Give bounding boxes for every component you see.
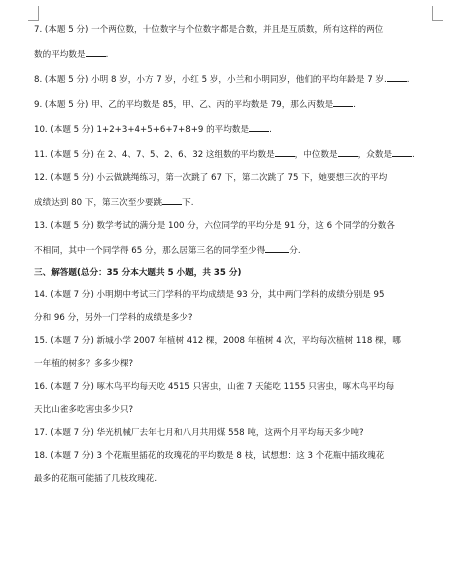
document-page [34, 24, 448, 485]
question-8-text: 8. (本题 5 分) 小明 8 岁，小方 7 岁，小红 5 岁，小兰和小明同岁，他们的平均年龄是 7 岁. [34, 75, 387, 85]
answer-blank-mean[interactable] [275, 147, 295, 157]
question-7-line-2 [34, 47, 448, 61]
question-13-text: 不相同，其中一个同学得 65 分，那么居第三名的同学至少得 [34, 246, 266, 256]
answer-blank-median[interactable] [338, 147, 358, 157]
question-8 [34, 72, 448, 86]
punctuation: . [406, 75, 410, 85]
answer-blank[interactable] [333, 97, 353, 107]
question-7-text: 数的平均数是 [34, 50, 86, 60]
question-11-text: 11. (本题 5 分) 在 2、4、7、5、2、6、32 这组数的平均数是 [34, 150, 275, 160]
answer-blank[interactable] [249, 122, 269, 132]
answer-blank[interactable] [265, 243, 289, 253]
answer-blank[interactable] [86, 47, 106, 57]
section-3-heading: 三、解答题(总分：35 分本大题共 5 小题，共 35 分) [34, 268, 242, 278]
page-corner-mark-right [432, 6, 443, 21]
question-11 [34, 147, 448, 161]
question-12-tail: 下. [182, 198, 194, 208]
punctuation: . [269, 125, 272, 135]
question-14-line-1: 14. (本题 7 分) 小明期中考试三门学科的平均成绩是 93 分，其中两门学科的成绩分别是 95 [34, 290, 385, 300]
punctuation: . [353, 100, 356, 110]
punctuation: . [105, 50, 109, 60]
question-10 [34, 122, 448, 136]
question-13-line-1: 13. (本题 5 分) 数学考试的满分是 100 分，六位同学的平均分是 91 分，这 6 个同学的分数各 [34, 221, 395, 231]
question-15-line-2: 一年植的树多？多多少棵? [34, 359, 134, 369]
question-12-line-2 [34, 195, 448, 209]
punctuation: . [412, 150, 415, 160]
answer-blank[interactable] [162, 195, 182, 205]
page-corner-mark-left [28, 6, 39, 21]
question-16-line-1: 16. (本题 7 分) 啄木鸟平均每天吃 4515 只害虫，山雀 7 天能吃 1155 只害虫，啄木鸟平均每 [34, 382, 395, 392]
answer-blank-mode[interactable] [392, 147, 412, 157]
question-7-line-1: 7. (本题 5 分) 一个两位数，十位数字与个位数字都是合数，并且是互质数，所有这样的两位 [34, 25, 384, 35]
question-11-text-mode: ，众数是 [357, 150, 393, 160]
question-14-line-2: 分和 96 分，另外一门学科的成绩是多少? [34, 313, 193, 323]
question-18-line-2: 最多的花瓶可能插了几枝玫瑰花. [34, 474, 158, 484]
question-18-line-1: 18. (本题 7 分) 3 个花瓶里插花的玫瑰花的平均数是 8 枝，试想想：这 3 个花瓶中插玫瑰花 [34, 451, 385, 461]
question-9 [34, 97, 448, 111]
question-9-text: 9. (本题 5 分) 甲、乙的平均数是 85，甲、乙、丙的平均数是 79，那么丙数是 [34, 100, 334, 110]
question-15-line-1: 15. (本题 7 分) 新城小学 2007 年植树 412 棵，2008 年植树 4 次，平均每次植树 118 棵，哪 [34, 336, 401, 346]
question-10-text: 10. (本题 5 分) 1+2+3+4+5+6+7+8+9 的平均数是 [34, 125, 250, 135]
question-12-text: 成绩达到 80 下，第三次至少要跳 [34, 198, 163, 208]
question-16-line-2: 天比山雀多吃害虫多少只? [34, 405, 134, 415]
question-17: 17. (本题 7 分) 华光机械厂去年七月和八月共用煤 558 吨，这两个月平均每天多少吨? [34, 428, 364, 438]
question-12-line-1: 12. (本题 5 分) 小云做跳绳练习，第一次跳了 67 下，第二次跳了 75 下，她要想三次的平均 [34, 173, 388, 183]
question-11-text-median: ，中位数是 [294, 150, 338, 160]
answer-blank[interactable] [387, 72, 407, 82]
question-13-line-2 [34, 243, 448, 257]
question-13-tail: 分. [289, 246, 301, 256]
